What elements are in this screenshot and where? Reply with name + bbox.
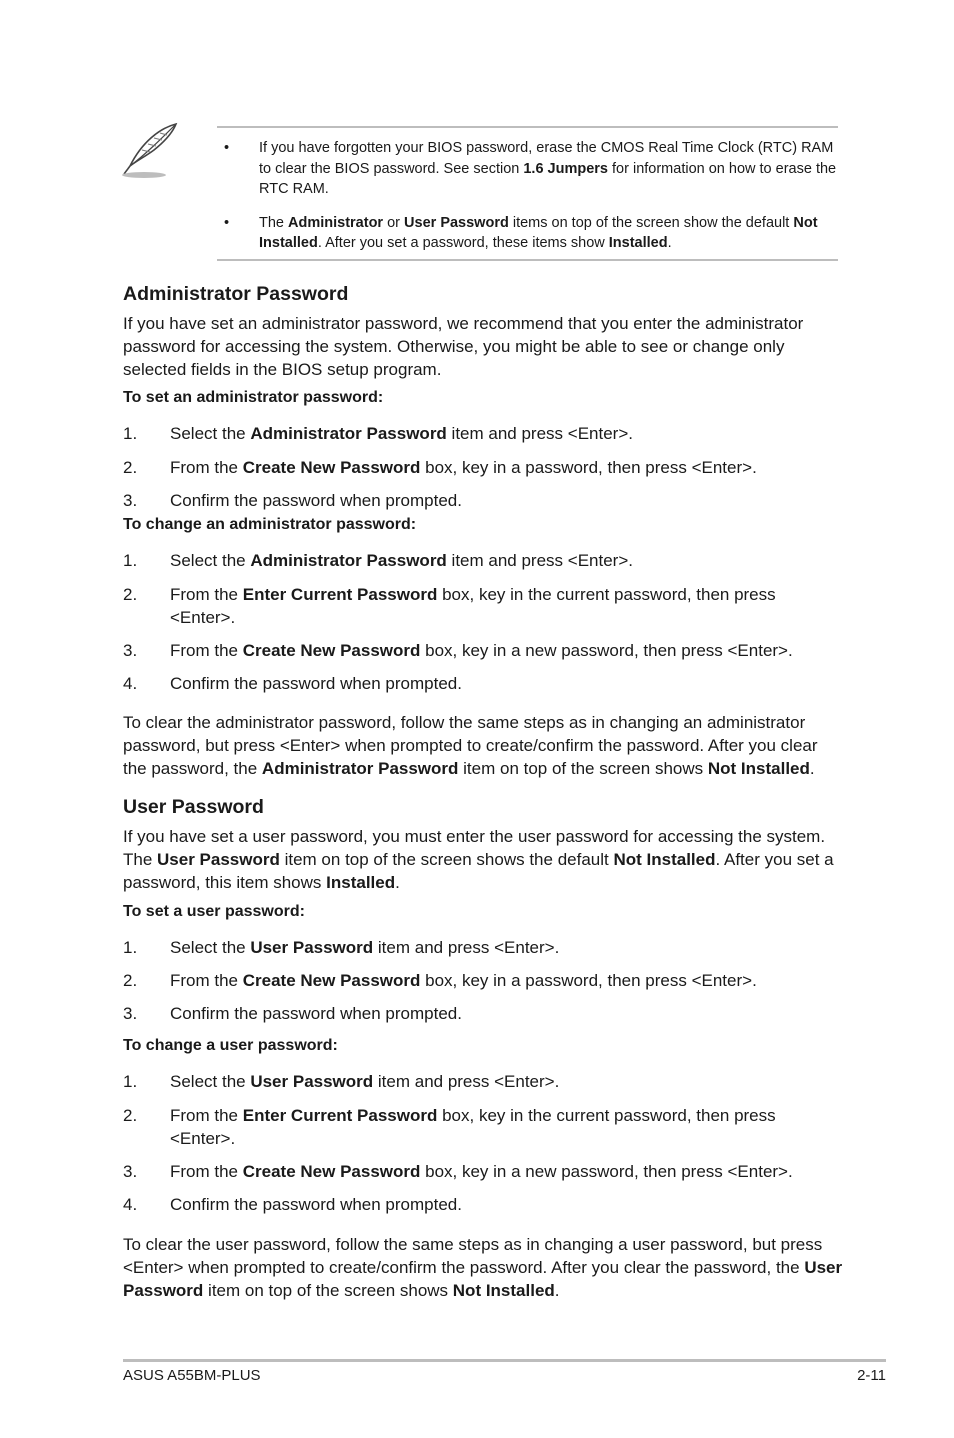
list-item [123,489,843,512]
feather-pen-icon [120,120,182,180]
note-text: The [259,214,289,231]
list-item [123,1160,843,1183]
step-text: Select the [170,1072,251,1091]
list-item [123,549,843,572]
note-text: . After you set a password, these items show [317,235,609,251]
note-item [217,138,838,200]
admin-section-title: Administrator Password [123,283,349,305]
note-text: or [383,214,405,231]
note-bold: Not Installed [259,214,818,251]
step-number: 3. [123,491,138,510]
para-text: . [809,759,815,778]
para-bold: Not Installed [613,850,716,869]
para-bold: Administrator Password [261,759,459,778]
note-item [217,213,838,254]
admin-set-heading: To set an administrator password: [123,389,384,406]
step-text: Confirm the password when prompted. [170,1004,462,1023]
para-text: To clear the user password, follow the same steps as in changing a user password, but press <Enter> when prompted to create/confirm the password. After you clear the password, the [123,1235,823,1277]
step-number: 4. [123,674,138,693]
user-section-title: User Password [123,796,264,818]
list-item [123,1104,843,1150]
note-text: for information on how to erase the RTC RAM. [259,160,837,197]
step-bold: Enter Current Password [242,585,438,604]
step-number: 2. [123,1106,138,1125]
step-text: item and press <Enter>. [373,1072,560,1091]
note-text: . [667,235,672,251]
list-item [123,672,843,695]
step-number: 2. [123,585,138,604]
step-text: From the [170,458,243,477]
admin-change-heading: To change an administrator password: [123,516,417,533]
footer-product-name: ASUS A55BM-PLUS [123,1367,261,1384]
para-text: If you have set a user password, you must enter the user password for accessing the system. The [123,827,826,869]
bullet: • [224,140,230,156]
note-text: items on top of the screen show the default [508,214,794,231]
step-bold: User Password [250,1072,374,1091]
main-content [123,282,843,1302]
note-text: If you have forgotten your BIOS password, erase the CMOS Real Time Clock (RTC) RAM to clear the BIOS password. See section [259,140,834,177]
step-number: 4. [123,1195,138,1214]
user-change-heading: To change a user password: [123,1037,338,1054]
para-text: . [554,1281,560,1300]
admin-set-steps [123,422,843,512]
note-bold: Administrator [288,214,384,231]
para-text: . After you set a password, this item shows [123,850,834,892]
step-number: 2. [123,971,138,990]
step-bold: Create New Password [242,458,421,477]
list-item [123,1002,843,1025]
step-number: 1. [123,424,138,443]
step-text: Select the [170,938,251,957]
list-item [123,1070,843,1093]
step-text: box, key in the current password, then press <Enter>. [170,1106,776,1148]
para-text: To clear the administrator password, follow the same steps as in changing an administrator password, but press <Enter> when prompted to create/confirm the password. After you clear the password, the [123,713,818,778]
note-bold: Installed [608,235,668,251]
user-intro [123,825,843,894]
list-item [123,422,843,445]
step-number: 3. [123,1004,138,1023]
para-text: item on top of the screen shows [203,1281,453,1300]
para-text: item on top of the screen shows the default [279,850,614,869]
step-text: Select the [170,424,251,443]
note-bold: User Password [404,214,509,231]
para-bold: User Password [157,850,280,869]
step-number: 1. [123,938,138,957]
step-text: Confirm the password when prompted. [170,674,462,693]
list-item [123,969,843,992]
step-text: box, key in a password, then press <Enter>. [420,971,757,990]
step-text: From the [170,1106,243,1125]
step-text: Confirm the password when prompted. [170,1195,462,1214]
step-text: From the [170,1162,243,1181]
step-bold: Create New Password [242,971,421,990]
para-bold: Not Installed [452,1281,555,1300]
admin-clear-paragraph [123,711,843,780]
note-box [217,126,838,261]
para-bold: Installed [326,873,396,892]
step-bold: Enter Current Password [242,1106,438,1125]
list-item [123,583,843,629]
user-change-steps [123,1070,843,1216]
step-text: box, key in a password, then press <Enter>. [420,458,757,477]
step-text: box, key in a new password, then press <Enter>. [420,1162,793,1181]
para-bold: Not Installed [707,759,810,778]
list-item [123,456,843,479]
step-text: box, key in the current password, then press <Enter>. [170,585,776,627]
step-number: 2. [123,458,138,477]
step-number: 1. [123,1072,138,1091]
step-text: Select the [170,551,251,570]
step-text: box, key in a new password, then press <Enter>. [420,641,793,660]
step-text: From the [170,971,243,990]
step-bold: User Password [250,938,374,957]
step-text: From the [170,641,243,660]
admin-intro: If you have set an administrator password, we recommend that you enter the administrator password for accessing the system. Otherwise, you might be able to see or change only selected fields in the BIOS setup program. [123,314,804,379]
para-text: item on top of the screen shows [458,759,708,778]
para-text: . [395,873,400,892]
para-bold: User Password [123,1258,843,1300]
step-text: item and press <Enter>. [373,938,560,957]
bullet: • [224,214,230,231]
user-set-steps [123,936,843,1025]
list-item [123,1193,843,1216]
footer-page-number: 2-11 [857,1367,886,1384]
step-bold: Create New Password [242,641,421,660]
user-clear-paragraph [123,1233,843,1302]
step-number: 3. [123,1162,138,1181]
step-number: 3. [123,641,138,660]
step-text: Confirm the password when prompted. [170,491,462,510]
admin-change-steps [123,549,843,695]
step-bold: Administrator Password [250,424,447,443]
step-text: item and press <Enter>. [446,551,633,570]
step-number: 1. [123,551,138,570]
footer-divider [123,1359,886,1362]
step-bold: Administrator Password [250,551,447,570]
step-text: item and press <Enter>. [446,424,633,443]
step-text: From the [170,585,243,604]
user-set-heading: To set a user password: [123,903,305,920]
list-item [123,639,843,662]
list-item [123,936,843,959]
note-bold: 1.6 Jumpers [523,160,608,177]
step-bold: Create New Password [242,1162,421,1181]
